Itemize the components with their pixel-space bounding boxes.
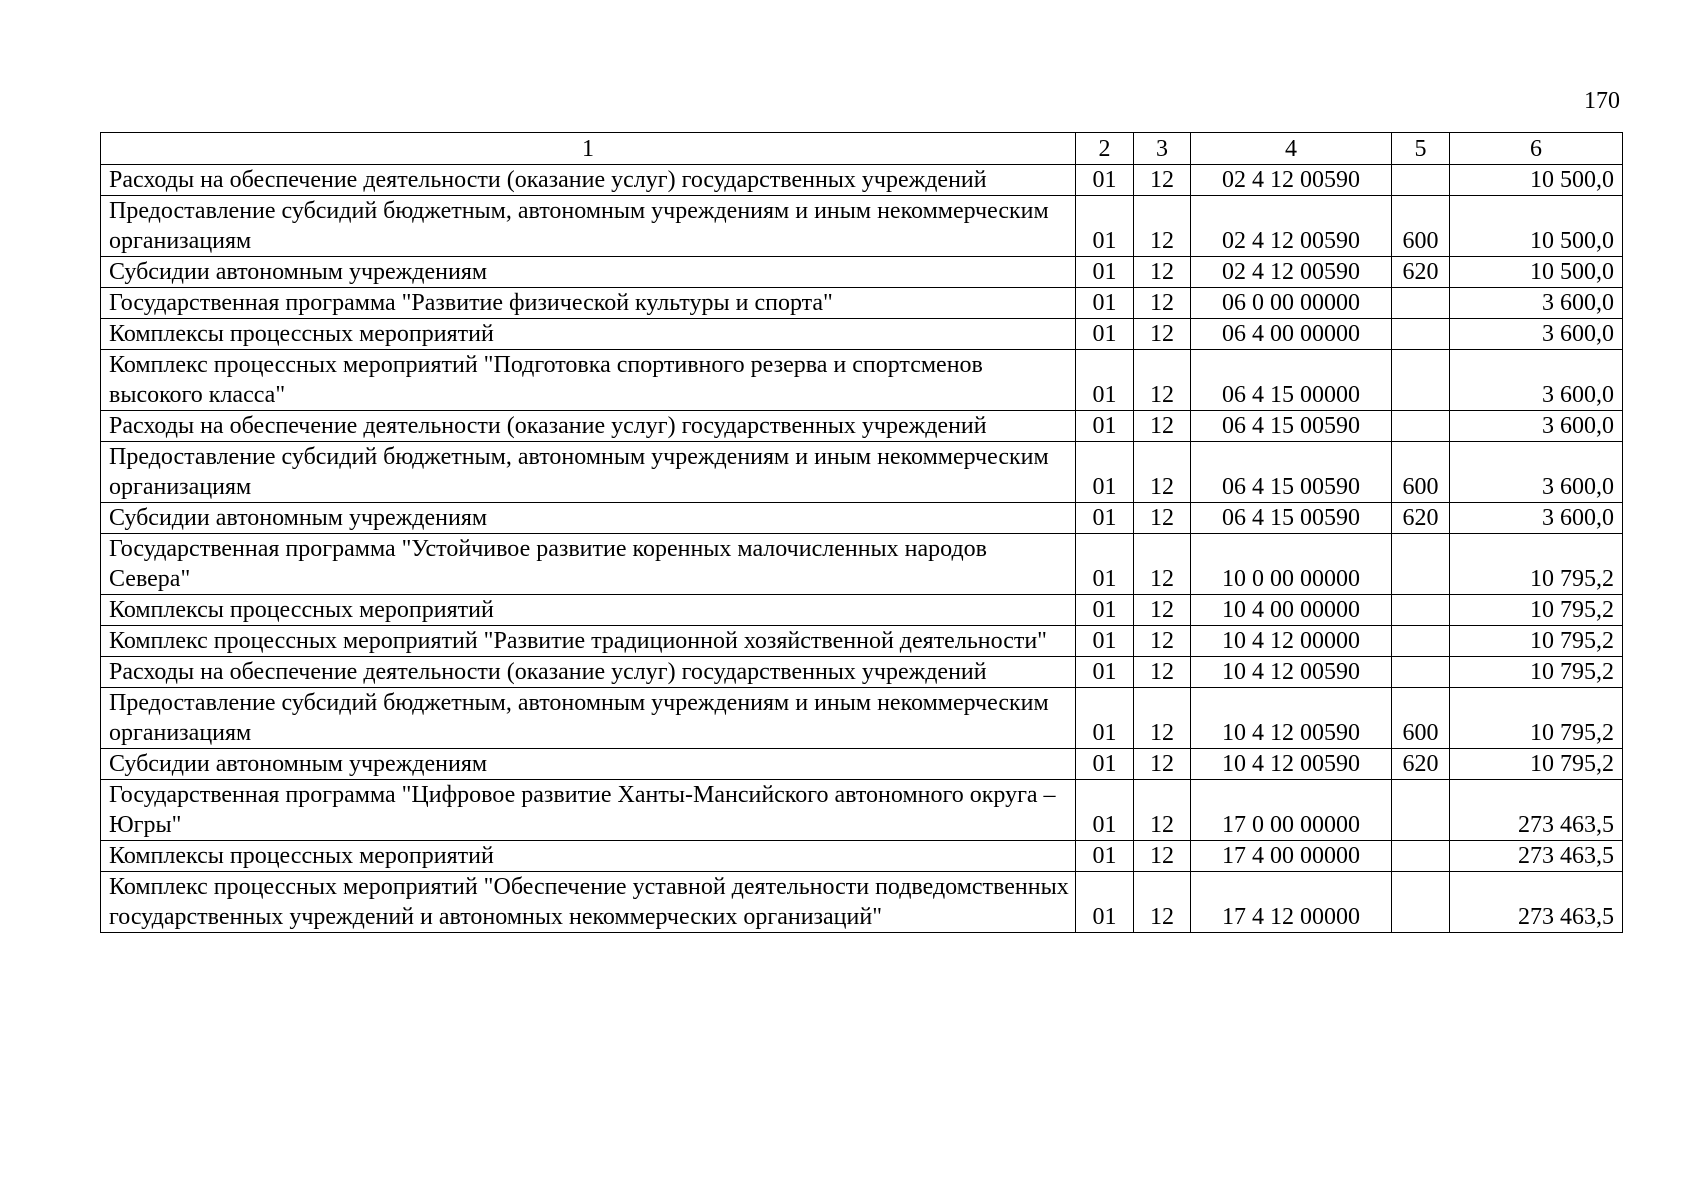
row-amount-cell: 10 795,2	[1450, 657, 1623, 688]
row-name-cell: Государственная программа "Устойчивое развитие коренных малочисленных народов Севера"	[101, 534, 1076, 595]
row-name-cell: Комплекс процессных мероприятий "Подготовка спортивного резерва и спортсменов высокого класса"	[101, 350, 1076, 411]
row-target-code-cell: 06 4 15 00590	[1191, 411, 1392, 442]
row-section-cell: 01	[1076, 780, 1134, 841]
table-row	[101, 196, 1623, 257]
table-row	[101, 657, 1623, 688]
row-subsection-cell: 12	[1134, 534, 1191, 595]
row-amount-cell: 3 600,0	[1450, 503, 1623, 534]
row-target-code-cell: 17 4 12 00000	[1191, 872, 1392, 933]
row-target-code-cell: 06 4 00 00000	[1191, 319, 1392, 350]
row-target-code-cell: 10 4 00 00000	[1191, 595, 1392, 626]
row-amount-cell: 273 463,5	[1450, 841, 1623, 872]
row-name-cell: Государственная программа "Цифровое развитие Ханты-Мансийского автономного округа – Югры"	[101, 780, 1076, 841]
row-name-cell: Субсидии автономным учреждениям	[101, 257, 1076, 288]
row-target-code-cell: 02 4 12 00590	[1191, 257, 1392, 288]
row-subsection-cell: 12	[1134, 841, 1191, 872]
row-name-cell: Расходы на обеспечение деятельности (оказание услуг) государственных учреждений	[101, 165, 1076, 196]
table-row	[101, 841, 1623, 872]
budget-table	[100, 132, 1623, 933]
row-subsection-cell: 12	[1134, 442, 1191, 503]
row-expense-type-cell: 600	[1392, 196, 1450, 257]
header-col-5: 5	[1392, 133, 1450, 165]
row-section-cell: 01	[1076, 872, 1134, 933]
row-section-cell: 01	[1076, 411, 1134, 442]
row-amount-cell: 10 795,2	[1450, 749, 1623, 780]
table-row	[101, 503, 1623, 534]
row-section-cell: 01	[1076, 319, 1134, 350]
row-subsection-cell: 12	[1134, 595, 1191, 626]
table-row	[101, 350, 1623, 411]
row-target-code-cell: 02 4 12 00590	[1191, 165, 1392, 196]
row-name-cell: Комплексы процессных мероприятий	[101, 595, 1076, 626]
row-name-cell: Предоставление субсидий бюджетным, автономным учреждениям и иным некоммерческим организациям	[101, 442, 1076, 503]
row-target-code-cell: 10 4 12 00590	[1191, 657, 1392, 688]
row-section-cell: 01	[1076, 257, 1134, 288]
row-expense-type-cell	[1392, 872, 1450, 933]
header-col-1: 1	[101, 133, 1076, 165]
row-name-cell: Предоставление субсидий бюджетным, автономным учреждениям и иным некоммерческим организациям	[101, 196, 1076, 257]
table-row	[101, 534, 1623, 595]
row-subsection-cell: 12	[1134, 657, 1191, 688]
row-subsection-cell: 12	[1134, 780, 1191, 841]
row-expense-type-cell	[1392, 780, 1450, 841]
table-row	[101, 442, 1623, 503]
table-row	[101, 257, 1623, 288]
row-amount-cell: 10 795,2	[1450, 626, 1623, 657]
row-target-code-cell: 06 4 15 00590	[1191, 503, 1392, 534]
header-row	[101, 133, 1623, 165]
row-section-cell: 01	[1076, 503, 1134, 534]
row-expense-type-cell: 620	[1392, 257, 1450, 288]
row-section-cell: 01	[1076, 657, 1134, 688]
table-row	[101, 872, 1623, 933]
row-section-cell: 01	[1076, 595, 1134, 626]
row-target-code-cell: 02 4 12 00590	[1191, 196, 1392, 257]
row-expense-type-cell	[1392, 350, 1450, 411]
row-name-cell: Предоставление субсидий бюджетным, автономным учреждениям и иным некоммерческим организациям	[101, 688, 1076, 749]
row-amount-cell: 10 795,2	[1450, 534, 1623, 595]
row-target-code-cell: 10 4 12 00000	[1191, 626, 1392, 657]
row-expense-type-cell	[1392, 657, 1450, 688]
row-expense-type-cell	[1392, 626, 1450, 657]
header-col-6: 6	[1450, 133, 1623, 165]
row-subsection-cell: 12	[1134, 288, 1191, 319]
row-expense-type-cell	[1392, 841, 1450, 872]
row-name-cell: Комплекс процессных мероприятий "Развитие традиционной хозяйственной деятельности"	[101, 626, 1076, 657]
row-name-cell: Комплексы процессных мероприятий	[101, 319, 1076, 350]
header-col-3: 3	[1134, 133, 1191, 165]
row-expense-type-cell	[1392, 534, 1450, 595]
row-section-cell: 01	[1076, 749, 1134, 780]
row-amount-cell: 273 463,5	[1450, 872, 1623, 933]
row-section-cell: 01	[1076, 196, 1134, 257]
row-subsection-cell: 12	[1134, 165, 1191, 196]
row-section-cell: 01	[1076, 841, 1134, 872]
row-subsection-cell: 12	[1134, 257, 1191, 288]
row-amount-cell: 3 600,0	[1450, 288, 1623, 319]
row-expense-type-cell	[1392, 411, 1450, 442]
table-row	[101, 626, 1623, 657]
row-amount-cell: 3 600,0	[1450, 350, 1623, 411]
row-target-code-cell: 06 4 15 00590	[1191, 442, 1392, 503]
row-subsection-cell: 12	[1134, 872, 1191, 933]
row-section-cell: 01	[1076, 442, 1134, 503]
row-name-cell: Расходы на обеспечение деятельности (оказание услуг) государственных учреждений	[101, 411, 1076, 442]
row-amount-cell: 3 600,0	[1450, 411, 1623, 442]
row-subsection-cell: 12	[1134, 749, 1191, 780]
row-target-code-cell: 06 4 15 00000	[1191, 350, 1392, 411]
row-expense-type-cell	[1392, 288, 1450, 319]
row-name-cell: Субсидии автономным учреждениям	[101, 749, 1076, 780]
row-expense-type-cell	[1392, 165, 1450, 196]
row-subsection-cell: 12	[1134, 319, 1191, 350]
row-target-code-cell: 06 0 00 00000	[1191, 288, 1392, 319]
row-name-cell: Государственная программа "Развитие физической культуры и спорта"	[101, 288, 1076, 319]
row-subsection-cell: 12	[1134, 688, 1191, 749]
row-amount-cell: 10 500,0	[1450, 257, 1623, 288]
header-col-2: 2	[1076, 133, 1134, 165]
header-col-4: 4	[1191, 133, 1392, 165]
row-name-cell: Комплексы процессных мероприятий	[101, 841, 1076, 872]
budget-table-body	[101, 133, 1623, 933]
row-name-cell: Комплекс процессных мероприятий "Обеспечение уставной деятельности подведомственных государственных учреждений и автономных некоммерческих организаций"	[101, 872, 1076, 933]
row-expense-type-cell	[1392, 319, 1450, 350]
table-row	[101, 688, 1623, 749]
row-subsection-cell: 12	[1134, 626, 1191, 657]
row-amount-cell: 3 600,0	[1450, 442, 1623, 503]
row-target-code-cell: 17 0 00 00000	[1191, 780, 1392, 841]
row-amount-cell: 3 600,0	[1450, 319, 1623, 350]
row-subsection-cell: 12	[1134, 411, 1191, 442]
row-target-code-cell: 10 0 00 00000	[1191, 534, 1392, 595]
row-name-cell: Расходы на обеспечение деятельности (оказание услуг) государственных учреждений	[101, 657, 1076, 688]
table-row	[101, 780, 1623, 841]
row-expense-type-cell	[1392, 595, 1450, 626]
row-target-code-cell: 10 4 12 00590	[1191, 688, 1392, 749]
row-target-code-cell: 10 4 12 00590	[1191, 749, 1392, 780]
row-subsection-cell: 12	[1134, 503, 1191, 534]
row-expense-type-cell: 600	[1392, 688, 1450, 749]
row-expense-type-cell: 620	[1392, 749, 1450, 780]
row-amount-cell: 10 500,0	[1450, 196, 1623, 257]
row-amount-cell: 10 795,2	[1450, 595, 1623, 626]
row-name-cell: Субсидии автономным учреждениям	[101, 503, 1076, 534]
table-row	[101, 165, 1623, 196]
row-section-cell: 01	[1076, 688, 1134, 749]
row-expense-type-cell: 600	[1392, 442, 1450, 503]
table-row	[101, 595, 1623, 626]
row-section-cell: 01	[1076, 350, 1134, 411]
table-row	[101, 749, 1623, 780]
row-amount-cell: 10 500,0	[1450, 165, 1623, 196]
row-section-cell: 01	[1076, 534, 1134, 595]
table-row	[101, 288, 1623, 319]
table-row	[101, 319, 1623, 350]
row-subsection-cell: 12	[1134, 196, 1191, 257]
page-number: 170	[1584, 88, 1620, 114]
row-subsection-cell: 12	[1134, 350, 1191, 411]
row-amount-cell: 273 463,5	[1450, 780, 1623, 841]
row-amount-cell: 10 795,2	[1450, 688, 1623, 749]
row-section-cell: 01	[1076, 165, 1134, 196]
row-section-cell: 01	[1076, 288, 1134, 319]
table-row	[101, 411, 1623, 442]
row-target-code-cell: 17 4 00 00000	[1191, 841, 1392, 872]
row-expense-type-cell: 620	[1392, 503, 1450, 534]
row-section-cell: 01	[1076, 626, 1134, 657]
